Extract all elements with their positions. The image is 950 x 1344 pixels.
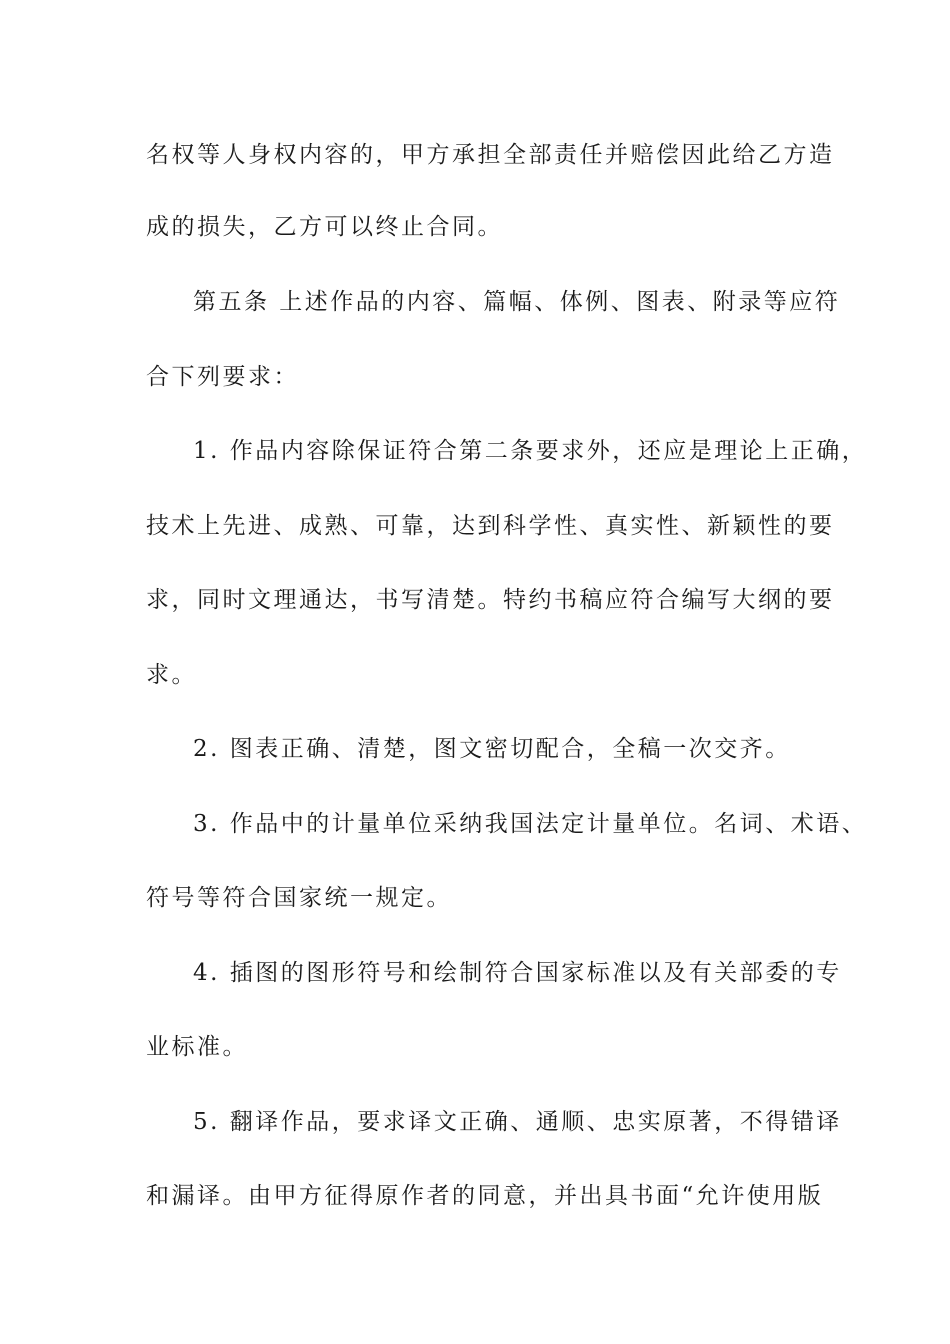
text-line: 和漏译。由甲方征得原作者的同意，并出具书面“允许使用版 — [146, 1183, 824, 1209]
text-line: 名权等人身权内容的，甲方承担全部责任并赔偿因此给乙方造 — [146, 142, 835, 168]
text-line: 符号等符合国家统一规定。 — [146, 885, 452, 911]
article-heading-line: 第五条 上述作品的内容、篇幅、体例、图表、附录等应符 — [193, 289, 841, 315]
list-item-line: 5. 翻译作品，要求译文正确、通顺、忠实原著，不得错译 — [193, 1109, 842, 1135]
text-line: 业标准。 — [146, 1034, 248, 1060]
text-line: 求，同时文理通达，书写清楚。特约书稿应符合编写大纲的要 — [146, 587, 835, 613]
text-line: 合下列要求： — [146, 364, 299, 390]
list-item-line: 3. 作品中的计量单位采纳我国法定计量单位。名词、术语、 — [193, 811, 868, 837]
list-item-line: 1. 作品内容除保证符合第二条要求外，还应是理论上正确， — [193, 438, 868, 464]
text-line: 成的损失，乙方可以终止合同。 — [146, 214, 503, 240]
list-item-line: 4. 插图的图形符号和绘制符合国家标准以及有关部委的专 — [193, 960, 842, 986]
list-item-line: 2. 图表正确、清楚，图文密切配合，全稿一次交齐。 — [193, 736, 791, 762]
text-line: 求。 — [146, 662, 197, 688]
text-line: 技术上先进、成熟、可靠，达到科学性、真实性、新颖性的要 — [146, 513, 835, 539]
